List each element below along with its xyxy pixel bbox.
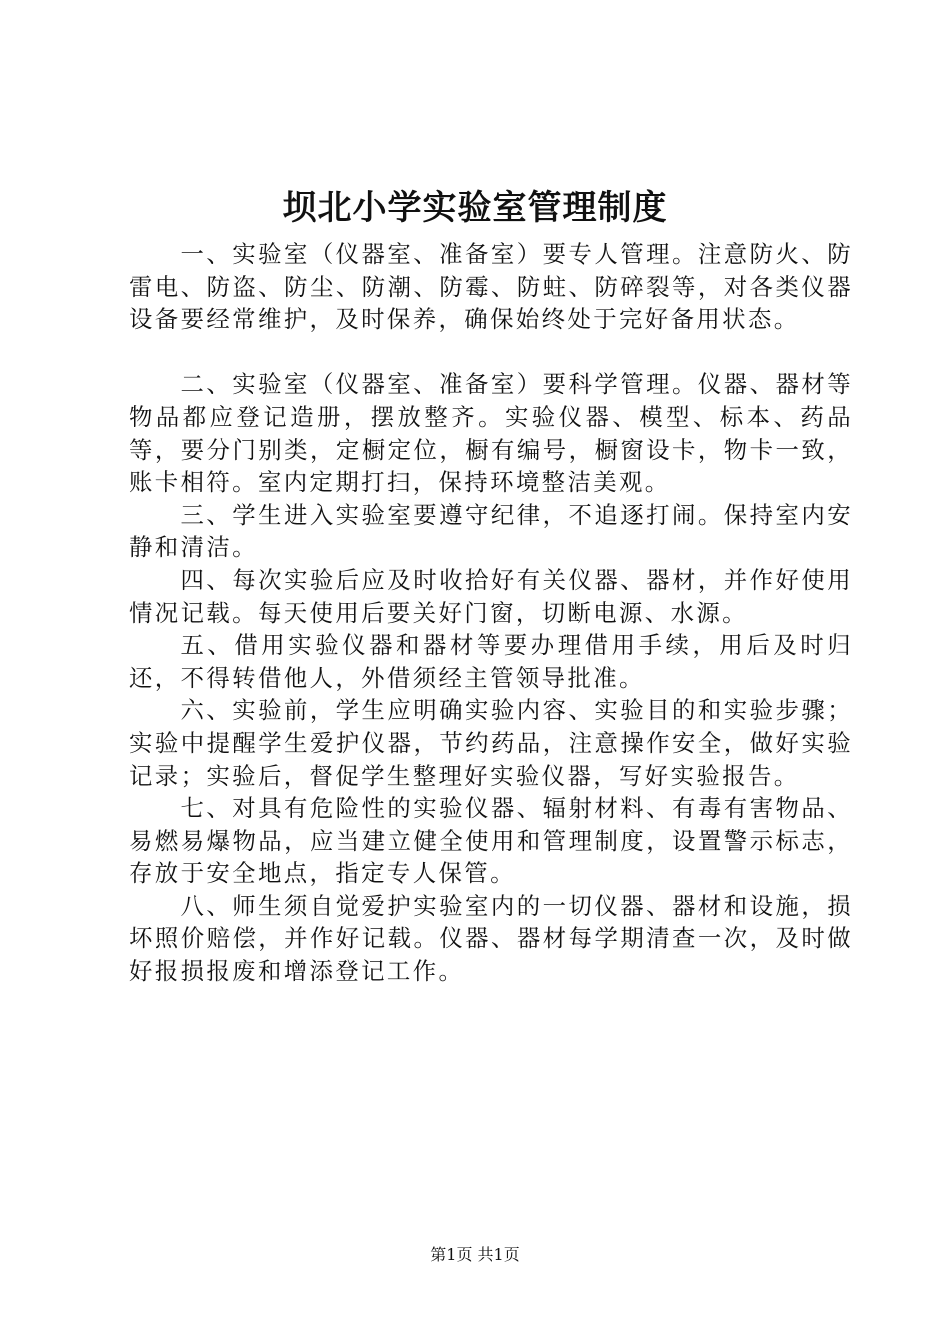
paragraph-6: 六、实验前，学生应明确实验内容、实验目的和实验步骤；实验中提醒学生爱护仪器，节约药品，注意操作安全，做好实验记录；实验后，督促学生整理好实验仪器，写好实验报告。 [129, 696, 853, 790]
document-body [129, 238, 853, 988]
paragraph-8: 八、师生须自觉爱护实验室内的一切仪器、器材和设施，损坏照价赔偿，并作好记载。仪器、器材每学期清查一次，及时做好报损报废和增添登记工作。 [129, 891, 853, 986]
page-footer: 第1页 共1页 [430, 1245, 520, 1264]
paragraph-5: 五、借用实验仪器和器材等要办理借用手续，用后及时归还，不得转借他人，外借须经主管领导批准。 [129, 631, 853, 692]
paragraph-2: 二、实验室（仪器室、准备室）要科学管理。仪器、器材等物品都应登记造册，摆放整齐。实验仪器、模型、标本、药品等，要分门别类，定橱定位，橱有编号，橱窗设卡，物卡一致，账卡相符。室内定期打扫，保持环境整洁美观。 [129, 370, 853, 497]
document-title: 坝北小学实验室管理制度 [282, 188, 668, 228]
paragraph-7: 七、对具有危险性的实验仪器、辐射材料、有毒有害物品、易燃易爆物品，应当建立健全使用和管理制度，设置警示标志，存放于安全地点，指定专人保管。 [129, 794, 853, 888]
paragraph-4: 四、每次实验后应及时收拾好有关仪器、器材，并作好使用情况记载。每天使用后要关好门窗，切断电源、水源。 [129, 565, 853, 627]
paragraph-3: 三、学生进入实验室要遵守纪律，不追逐打闹。保持室内安静和清洁。 [129, 500, 853, 562]
paragraph-1: 一、实验室（仪器室、准备室）要专人管理。注意防火、防雷电、防盗、防尘、防潮、防霉、防蛀、防碎裂等，对各类仪器设备要经常维护，及时保养，确保始终处于完好备用状态。 [129, 240, 853, 334]
